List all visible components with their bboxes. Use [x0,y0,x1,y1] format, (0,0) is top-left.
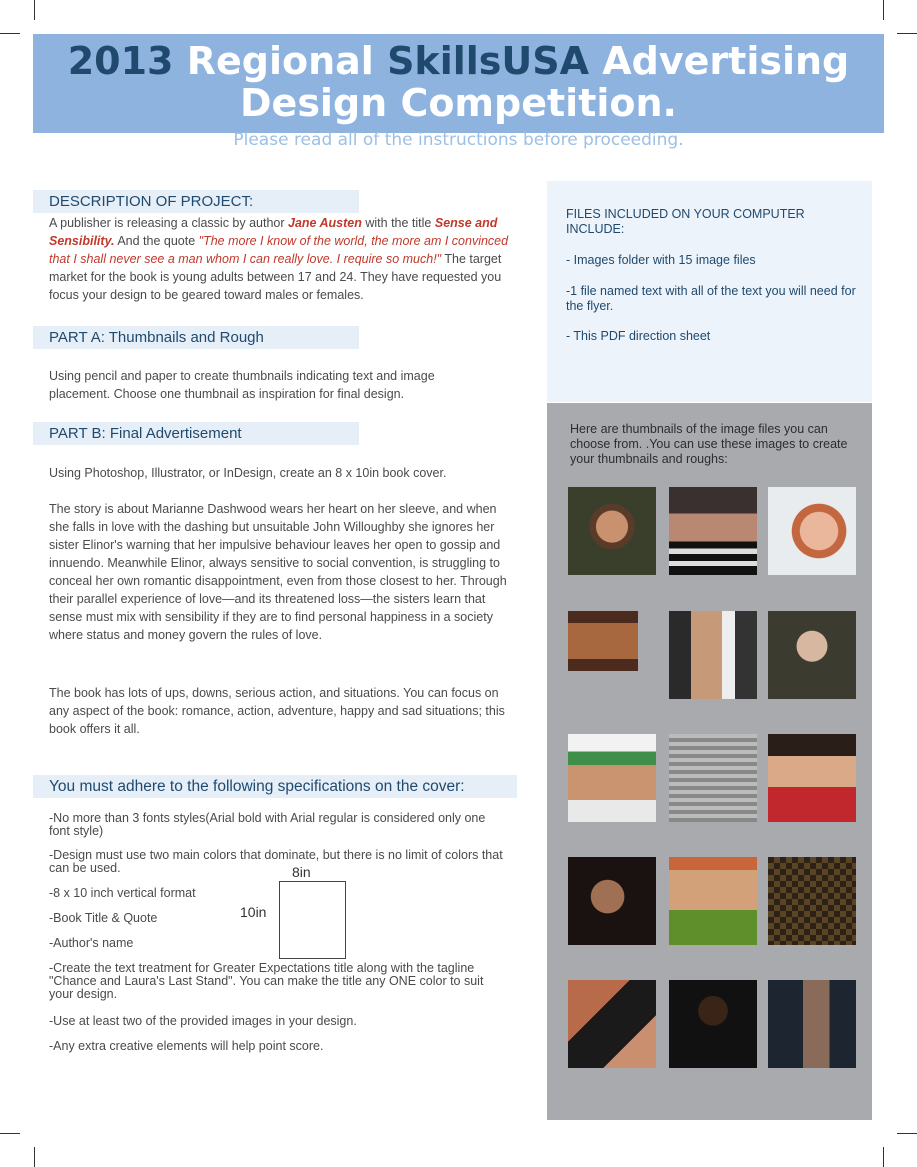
description-part: A publisher is releasing a classic by author [49,216,289,230]
title-word: Regional [186,39,374,83]
crop-mark [897,1133,917,1134]
part-a-heading: PART A: Thumbnails and Rough [33,326,359,349]
files-item: - Images folder with 15 image files [566,253,756,267]
cover-format-diagram [279,881,346,959]
files-panel [547,181,872,402]
author-name: Jane Austen [288,216,362,230]
book-quote: "The more I know of the world, the more am I convinced that I shall never see a man whom I can really love. I require so much!" [49,234,509,266]
crop-mark [883,0,884,20]
thumbnail-image [768,734,856,822]
page-title [33,40,884,124]
spec-item: -8 x 10 inch vertical format [49,886,196,900]
spec-item: -Design must use two main colors that dominate, but there is no limit of colors that can be used. [49,848,503,875]
spec-item: -Create the text treatment for Greater Expectations title along with the tagline "Chance and Laura's Last Stand". You can make the title any ONE color to suit your design. [49,961,484,1001]
crop-mark [0,33,20,34]
thumbnail-image [568,611,638,671]
thumbnail-image [669,487,757,575]
dimension-width-label: 8in [292,864,311,880]
spec-item: -Use at least two of the provided images in your design. [49,1014,357,1028]
spec-item: -Any extra creative elements will help point score. [49,1039,324,1053]
dimension-height-label: 10in [240,904,267,920]
spec-item: -Book Title & Quote [49,911,158,925]
thumbnails-intro: Here are thumbnails of the image files you can choose from. .You can use these images to create your thumbnails and roughs: [570,422,848,466]
thumbnail-image [768,611,856,699]
thumbnail-image [568,734,656,822]
thumbnails-panel [547,403,872,1120]
thumbnail-image [768,487,856,575]
crop-mark [897,33,917,34]
spec-item: -Author's name [49,936,134,950]
part-b-story: The story is about Marianne Dashwood wears her heart on her sleeve, and when she falls in love with the dashing but unsuitable John Willoughby she ignores her sister Elinor's warning that her impulsive behaviour leaves her open to gossip and innuendo. Meanwhile Elinor, always sensitive to social convention, is struggling to conceal her own romantic disappointment, even from those closest to her. Through their parallel experience of love—and its threatened loss—the sisters learn that sense must mix with sensibility if they are to find personal happiness in a society where status and money govern the rules of love. [49,502,507,642]
thumbnail-image [768,980,856,1068]
description-heading: DESCRIPTION OF PROJECT: [33,190,359,213]
thumbnail-image [669,611,757,699]
thumbnail-image [568,487,656,575]
title-line2: Design Competition. [240,81,677,125]
page-subtitle: Please read all of the instructions before proceeding. [233,130,684,150]
crop-mark [883,1147,884,1167]
part-b-format: Using Photoshop, Illustrator, or InDesign, create an 8 x 10in book cover. [49,466,447,480]
crop-mark [34,1147,35,1167]
crop-mark [34,0,35,20]
part-a-text: Using pencil and paper to create thumbnails indicating text and image placement. Choose one thumbnail as inspiration for final design. [49,369,435,401]
files-item: - This PDF direction sheet [566,329,711,343]
description-text [49,214,509,304]
description-part: And the quote [114,234,199,248]
title-year: 2013 [67,39,174,83]
description-part: The target market for the book is young adults between 17 and 24. They have requested you focus your design to be geared toward males or females. [49,252,502,302]
title-word: Advertising [602,39,850,83]
book-title: Sense and Sensibility. [49,216,498,248]
thumbnail-image [669,734,757,822]
thumbnail-image [669,857,757,945]
files-heading: FILES INCLUDED ON YOUR COMPUTER INCLUDE: [566,207,805,236]
description-part: with the title [361,216,432,230]
spec-item: -No more than 3 fonts styles(Arial bold with Arial regular is considered only one font style) [49,811,486,838]
part-b-summary: The book has lots of ups, downs, serious action, and situations. You can focus on any aspect of the book: romance, action, adventure, happy and sad situations; this book offers it all. [49,686,505,736]
thumbnail-image [568,857,656,945]
title-skillsusa: SkillsUSA [387,39,590,83]
thumbnail-image [768,857,856,945]
part-b-heading: PART B: Final Advertisement [33,422,359,445]
thumbnail-image [669,980,757,1068]
crop-mark [0,1133,20,1134]
thumbnail-image [568,980,656,1068]
specs-heading: You must adhere to the following specifications on the cover: [33,775,517,798]
files-item: -1 file named text with all of the text you will need for the flyer. [566,284,856,313]
